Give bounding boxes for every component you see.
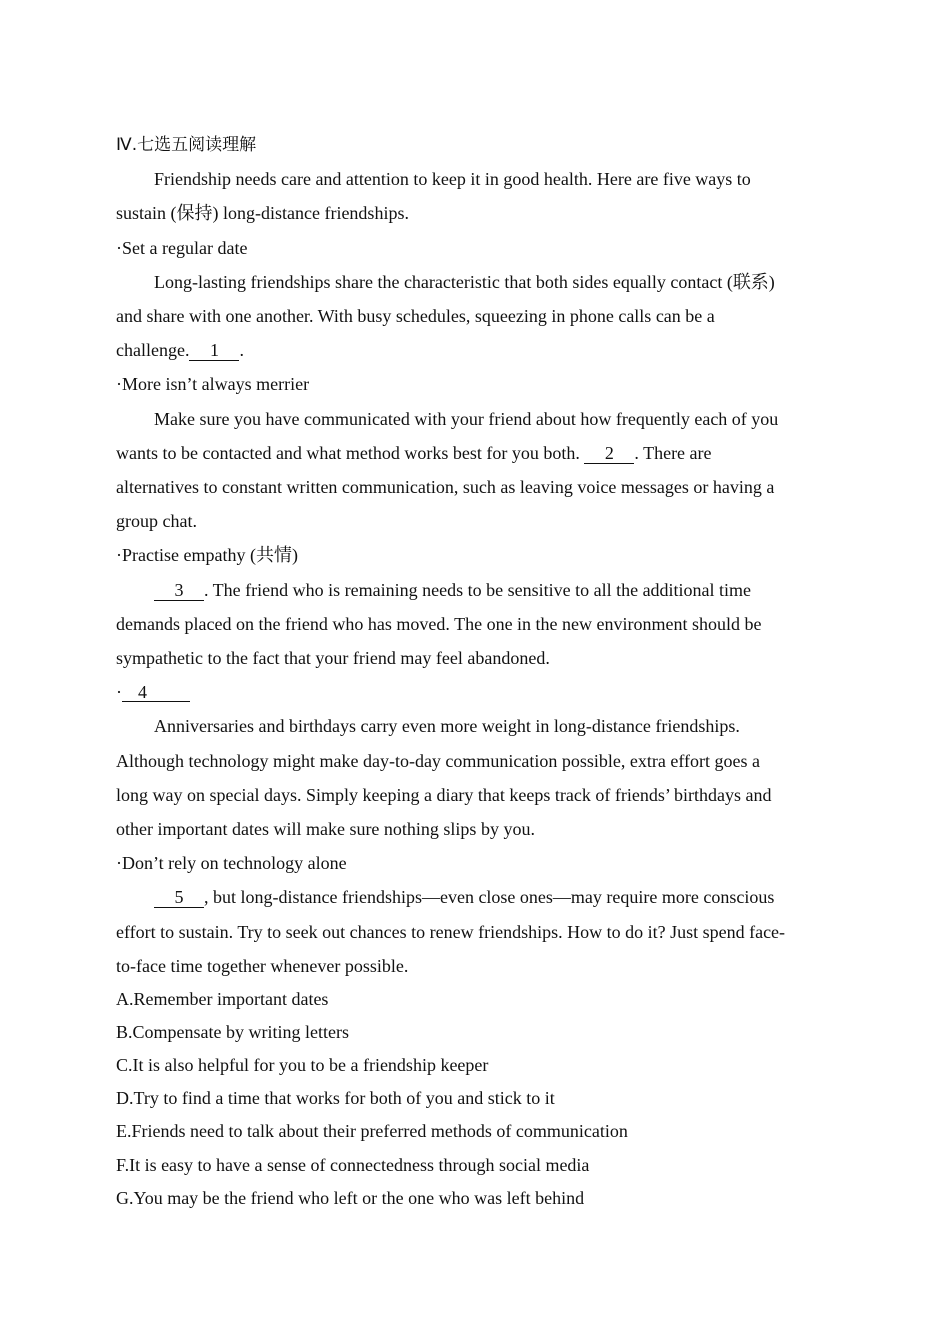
paragraph-line (116, 880, 832, 914)
option-c: C.It is also helpful for you to be a friendship keeper (116, 1055, 489, 1076)
paragraph-text: , but long-distance friendships—even close ones—may require more conscious (204, 887, 775, 908)
answer-blank-1: 1 (189, 341, 239, 361)
paragraph-line (116, 436, 832, 470)
section-heading: ·Don’t rely on technology alone (116, 853, 347, 874)
paragraph-line: sympathetic to the fact that your friend may feel abandoned. (116, 648, 550, 669)
paragraph-line: Long-lasting friendships share the characteristic that both sides equally contact (联系) (154, 271, 775, 292)
paragraph-text: . The friend who is remaining needs to be sensitive to all the additional time (204, 579, 752, 600)
paragraph-line: effort to sustain. Try to seek out chances to renew friendships. How to do it? Just spend face- (116, 921, 786, 942)
paragraph-line: demands placed on the friend who has moved. The one in the new environment should be (116, 613, 762, 634)
document-content (116, 128, 832, 1215)
paragraph-line (116, 573, 832, 607)
paragraph-line: Although technology might make day-to-day communication possible, extra effort goes a (116, 750, 761, 771)
option-a: A.Remember important dates (116, 989, 329, 1010)
section-heading: ·Practise empathy (共情) (116, 545, 298, 566)
section-heading: ·Set a regular date (116, 237, 248, 258)
paragraph-line: alternatives to constant written communication, such as leaving voice messages or having a (116, 477, 775, 498)
option-g: G.You may be the friend who left or the one who was left behind (116, 1187, 585, 1208)
section-heading (116, 675, 832, 709)
paragraph-line (116, 333, 832, 367)
paragraph-text: challenge. (116, 340, 190, 361)
paragraph-text: . There are (634, 442, 712, 463)
paragraph-line: other important dates will make sure nothing slips by you. (116, 819, 535, 840)
paragraph-line: Anniversaries and birthdays carry even more weight in long-distance friendships. (154, 716, 740, 737)
answer-blank-5: 5 (154, 888, 204, 908)
paragraph-text: . (239, 340, 244, 361)
option-f: F.It is easy to have a sense of connectedness through social media (116, 1154, 590, 1175)
option-list (116, 983, 832, 1215)
intro-line: sustain (保持) long-distance friendships. (116, 203, 409, 224)
paragraph-line: and share with one another. With busy schedules, squeezing in phone calls can be a (116, 306, 715, 327)
paragraph-line: long way on special days. Simply keeping a diary that keeps track of friends’ birthdays and (116, 784, 772, 805)
option-d: D.Try to find a time that works for both of you and stick to it (116, 1088, 555, 1109)
option-e: E.Friends need to talk about their preferred methods of communication (116, 1121, 628, 1142)
intro-line: Friendship needs care and attention to keep it in good health. Here are five ways to (154, 169, 751, 190)
paragraph-line: group chat. (116, 511, 197, 532)
option-b: B.Compensate by writing letters (116, 1022, 349, 1043)
answer-blank-3: 3 (154, 581, 204, 601)
section-heading: ·More isn’t always merrier (116, 374, 310, 395)
answer-blank-4: 4 (122, 683, 190, 702)
answer-blank-2: 2 (584, 444, 634, 464)
section-title: Ⅳ.七选五阅读理解 (116, 135, 257, 155)
paragraph-line: to-face time together whenever possible. (116, 955, 409, 976)
paragraph-line: Make sure you have communicated with your friend about how frequently each of you (154, 408, 779, 429)
paragraph-text: wants to be contacted and what method works best for you both. (116, 442, 585, 463)
heading-bullet: · (116, 682, 122, 703)
